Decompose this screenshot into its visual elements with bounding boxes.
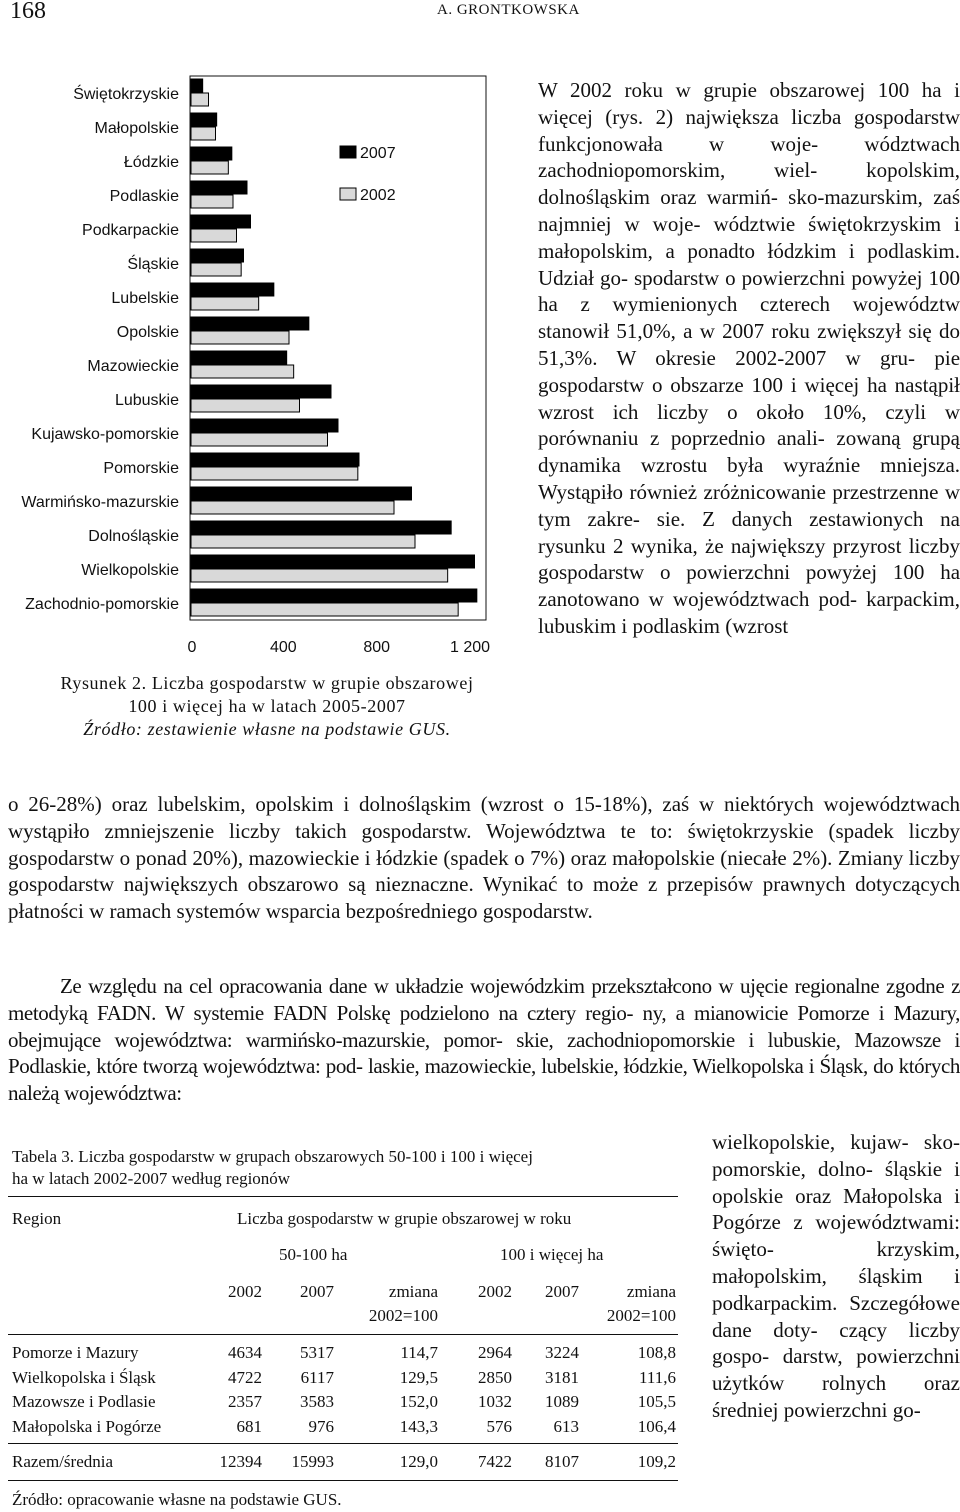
text-line: stanowił 51,0%, a w 2007 roku zwiększył: [538, 319, 902, 344]
table-cell-b2007: 3224: [545, 1343, 579, 1362]
table-rule: [8, 1443, 678, 1444]
text-line: skie, zachodniopomorskie i lubuskie, Mazowsze i Podlaskie, które tworzą województwa: pod-: [8, 1027, 960, 1079]
figure-caption-line: Rysunek 2. Liczba gospodarstw w grupie obszarowej: [60, 673, 474, 693]
bar-2007: [191, 555, 475, 568]
x-tick-label: 400: [269, 639, 297, 656]
legend-label-2007: 2007: [360, 145, 396, 162]
x-tick-label: 0: [187, 639, 197, 656]
bar-2002: [191, 331, 289, 344]
table-source: Źródło: opracowanie własne na podstawie GUS.: [12, 1490, 342, 1509]
legend-swatch-2007: [340, 146, 356, 158]
text-line: 2 wynika, że największy przyrost liczby: [612, 533, 960, 558]
paragraph-2: [8, 791, 960, 925]
table-cell-achg: 143,3: [399, 1416, 438, 1436]
text-line: czący liczby gospo-: [712, 1317, 960, 1369]
text-line: wielkopolskie, kujaw-: [712, 1130, 909, 1154]
legend: [340, 145, 396, 204]
bar-2007: [191, 521, 451, 534]
bar-2002: [191, 263, 241, 276]
table-cell-bchg: 108,8: [637, 1343, 676, 1362]
bar-2007: [191, 317, 309, 330]
bar-2002: [191, 399, 300, 412]
text-line: ha zanotowano w województwach pod-: [538, 560, 960, 612]
table-caption: [12, 1146, 672, 1190]
bar-2002: [191, 467, 358, 480]
header-region: Region: [12, 1209, 62, 1228]
col-base: 2002=100: [606, 1306, 676, 1325]
text-line: zowaną grupą dynamika wzrostu była: [538, 426, 960, 478]
text-line: karpackim, lubuskim i podlaskim (wzrost: [538, 587, 960, 638]
table-cell-b2002: 1032: [478, 1392, 512, 1411]
category-labels: [21, 84, 179, 613]
header-main: Liczba gospodarstw w grupie obszarowej w roku: [237, 1209, 572, 1228]
table-cell-b2007: 3181: [545, 1367, 579, 1387]
bar-2002: [191, 127, 216, 140]
table-cell-b2007: 1089: [545, 1392, 579, 1411]
text-line: gospodarstw funkcjonowała w woje-: [538, 104, 960, 156]
table-cell-bchg: 106,4: [637, 1416, 676, 1436]
running-head: A. GRONTKOWSKA: [437, 2, 580, 18]
text-line: darstw, powierzchni: [782, 1344, 960, 1369]
table-caption-line: ha w latach 2002-2007 według regionów: [12, 1169, 291, 1188]
table-cell-region: Małopolska i Pogórze: [12, 1416, 162, 1436]
bar-2007: [191, 147, 232, 160]
text-line: 7%) oraz małopolskie (niecałe 2%). Zmiany liczby gospodarstw największych obszarowo: [8, 845, 960, 897]
bar-2007: [191, 419, 338, 432]
table-cell-a2002: 12394: [219, 1452, 262, 1471]
category-label: Lubuskie: [114, 392, 179, 409]
text-line: śląskim i podkarpackim.: [712, 1263, 960, 1315]
text-line: spodarstw o powierzchni powyżej 100 ha: [538, 265, 960, 317]
category-label: Opolskie: [116, 324, 179, 341]
table-cell-region: Razem/średnia: [12, 1452, 114, 1471]
bar-2002: [191, 229, 237, 242]
text-line: Małopolska i Pogórze z: [712, 1183, 960, 1235]
table-cell-a2002: 2357: [228, 1392, 262, 1411]
table-cell-region: Wielkopolska i Śląsk: [12, 1367, 156, 1387]
page-number: 168: [10, 0, 46, 24]
col-change: zmiana: [388, 1282, 438, 1301]
text-line: systemów wsparcia bezpośredniego gospodarstw.: [176, 899, 593, 924]
category-label: Świętokrzyskie: [73, 86, 179, 103]
table-cell-bchg: 109,2: [637, 1452, 676, 1471]
table-cell-a2007: 15993: [291, 1452, 334, 1471]
text-line: Szczegółowe dane doty-: [712, 1290, 960, 1342]
bar-2002: [191, 297, 259, 310]
text-line: o 26-28%) oraz lubelskim, opolskim i dolnośląskim (wzrost o 15-18%), zaś w niektórych: [8, 792, 814, 816]
category-label: Łódzkie: [123, 154, 179, 171]
x-tick-label: 1 200: [449, 639, 491, 656]
col-2002: 2002: [228, 1282, 262, 1301]
bar-2007: [191, 181, 247, 194]
header-group-50-100: 50-100 ha: [279, 1245, 348, 1264]
table-cell-b2002: 2964: [478, 1343, 512, 1362]
table-cell-a2007: 6117: [300, 1367, 334, 1387]
category-label: Kujawsko-pomorskie: [31, 426, 179, 443]
bar-2002: [191, 195, 233, 208]
bar-chart: [0, 70, 520, 670]
bar-2007: [191, 351, 287, 364]
table-cell-a2002: 681: [236, 1416, 262, 1436]
table-rule: [8, 1480, 678, 1481]
legend-swatch-2002: [340, 188, 356, 200]
text-line: użytków rolnych oraz: [712, 1371, 960, 1396]
table-cell-achg: 152,0: [399, 1392, 438, 1411]
table-cell-b2007: 613: [553, 1416, 579, 1436]
col-base: 2002=100: [368, 1306, 438, 1325]
paragraph-1: [538, 77, 960, 640]
table-cell-region: Pomorze i Mazury: [12, 1343, 139, 1362]
table-cell-a2002: 4634: [228, 1343, 262, 1362]
category-label: Podkarpackie: [82, 222, 179, 239]
table-cell-bchg: 105,5: [637, 1392, 676, 1411]
bar-2002: [191, 535, 415, 548]
category-label: Dolnośląskie: [88, 528, 179, 545]
bar-2002: [191, 569, 448, 582]
table-cell-a2007: 5317: [300, 1343, 334, 1362]
table-cell-a2002: 4722: [228, 1367, 262, 1387]
text-line: województwach wystąpiło zmniejszenie liczby takich gospodarstw. Województwa te to:: [8, 792, 960, 843]
col-2002: 2002: [478, 1282, 512, 1301]
table-cell-a2007: 3583: [300, 1392, 334, 1411]
bar-2007: [191, 113, 217, 126]
text-line: gospodarstw o powierzchni powyżej 100: [538, 560, 925, 585]
text-line: sko-mazurskim, zaś najmniej w woje-: [538, 185, 960, 236]
figure-source: Źródło: zestawienie własne na podstawie GUS.: [83, 719, 451, 739]
bar-2002: [191, 501, 394, 514]
bar-2002: [191, 603, 458, 616]
table-cell-b2002: 2850: [478, 1367, 512, 1387]
bar-2007: [191, 453, 359, 466]
text-line: laskie, mazowieckie, lubelskie, łódzkie, Wielkopolska i Śląsk, do których należą województwa:: [8, 1054, 960, 1106]
bar-2007: [191, 215, 251, 228]
text-line: sie. Z danych zestawionych na rysunku: [538, 506, 960, 558]
bar-2007: [191, 79, 203, 92]
bar-2007: [191, 249, 244, 262]
x-ticks: [188, 639, 491, 656]
text-line: się do 51,3%. W okresie 2002-2007 w gru-: [538, 319, 960, 370]
bar-2007: [191, 283, 274, 296]
text-line: ha nastąpił wzrost ich liczby o około 10%,: [538, 372, 960, 424]
text-line: wództwie świętokrzyskim i małopolskim,: [538, 211, 960, 263]
legend-label-2002: 2002: [360, 187, 396, 204]
col-2007: 2007: [545, 1282, 579, 1301]
bar-2007: [191, 487, 412, 500]
col-change: zmiana: [626, 1282, 676, 1301]
table-cell-b2007: 8107: [545, 1452, 579, 1471]
text-line: kopolskim, dolnośląskim oraz warmiń-: [538, 158, 960, 210]
text-line: wództwach zachodniopomorskim, wiel-: [538, 131, 960, 183]
header-group-100-plus: 100 i więcej ha: [500, 1245, 604, 1264]
bar-2002: [191, 365, 294, 378]
table-rule: [8, 1196, 678, 1197]
col-2007: 2007: [300, 1282, 334, 1301]
category-label: Wielkopolskie: [81, 562, 179, 579]
text-line: ny, a mianowicie Pomorze i Mazury, obejmujące województwa: warmińsko-mazurskie, pomor-: [8, 1000, 960, 1052]
bar-2002: [191, 433, 328, 446]
category-label: Pomorskie: [103, 460, 179, 477]
text-line: krzyskim, małopolskim,: [712, 1237, 960, 1288]
category-label: Lubelskie: [111, 290, 179, 307]
figure-caption: [22, 672, 512, 741]
bar-2007: [191, 385, 331, 398]
text-line: województwami: święto-: [712, 1210, 960, 1262]
category-label: Podlaskie: [109, 188, 179, 205]
paragraph-3: [8, 973, 960, 1107]
text-line: zróżnicowanie przestrzenne w tym zakre-: [538, 479, 960, 531]
table-cell-achg: 129,5: [399, 1367, 438, 1387]
text-line: śląskie i opolskie oraz: [712, 1156, 960, 1208]
bars: [191, 79, 477, 616]
category-label: Małopolskie: [94, 120, 179, 137]
text-line: czyli w porównaniu z poprzednio anali-: [538, 399, 960, 451]
bar-2002: [191, 161, 228, 174]
text-line: sko-pomorskie, dolno-: [712, 1130, 960, 1181]
text-line: średniej powierzchni go-: [712, 1397, 921, 1422]
text-line: 100 ha i więcej (rys. 2) największa liczba: [538, 78, 960, 129]
bar-2002: [191, 93, 209, 106]
category-label: Warmińsko-mazurskie: [21, 494, 179, 511]
text-line: świętokrzyskie (spadek liczby gospodarstw o ponad 20%), mazowieckie i łódzkie (spadek o: [8, 818, 960, 870]
table-cell-achg: 114,7: [400, 1343, 438, 1362]
table-cell-a2007: 976: [308, 1416, 334, 1436]
text-line: pie gospodarstw o obszarze 100 i więcej: [538, 345, 960, 397]
category-label: Mazowieckie: [87, 358, 179, 375]
table-cell-b2002: 7422: [478, 1452, 512, 1471]
paragraph-3-continued: [712, 1129, 960, 1424]
table-cell-achg: 129,0: [399, 1452, 438, 1471]
table-rule: [8, 1334, 678, 1335]
table-cell-b2002: 576: [486, 1416, 512, 1436]
table-cell-region: Mazowsze i Podlasie: [12, 1392, 156, 1411]
table-caption-line: Tabela 3. Liczba gospodarstw w grupach obszarowych 50-100 i 100 i więcej: [12, 1147, 533, 1166]
text-line: są nieznaczne. Wynikać to może z przepisów prawnych dotyczących płatności w ramach: [8, 872, 960, 924]
text-line: regionalne zgodne z metodyką FADN. W systemie FADN Polskę podzielono na cztery regio-: [8, 974, 960, 1025]
text-line: a ponadto łódzkim i podlaskim. Udział go-: [538, 238, 960, 290]
category-label: Zachodnio-pomorskie: [25, 596, 179, 613]
text-line: Ze względu na cel opracowania dane w układzie wojewódzkim przekształcono w ujęcie: [60, 974, 788, 998]
table-cell-bchg: 111,6: [639, 1367, 676, 1387]
text-line: z wymienionych czterech województw: [580, 292, 960, 317]
text-line: W 2002 roku w grupie obszarowej: [538, 78, 866, 102]
bar-2007: [191, 589, 477, 602]
category-label: Śląskie: [127, 256, 179, 273]
x-tick-label: 800: [363, 639, 391, 656]
text-line: wyraźnie mniejsza. Wystąpiło również: [538, 453, 960, 504]
figure-caption-line: 100 i więcej ha w latach 2005-2007: [128, 696, 406, 716]
